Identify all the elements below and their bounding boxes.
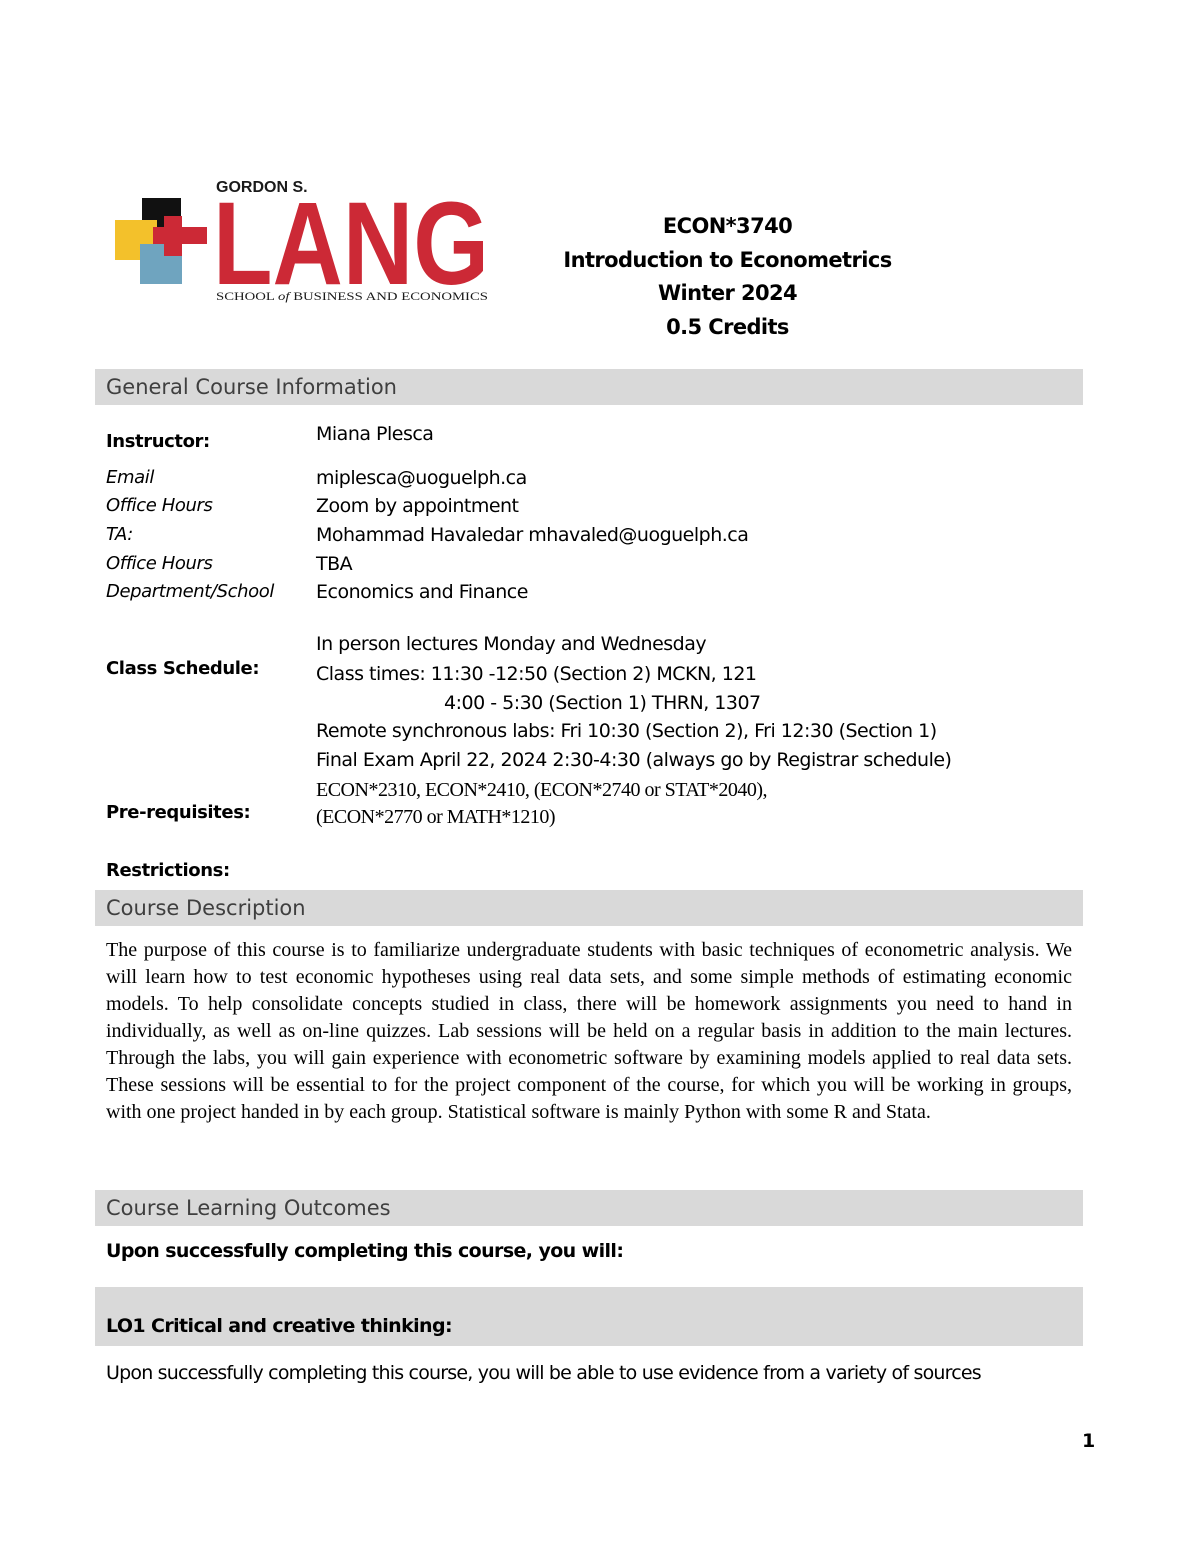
lang-school-logo — [115, 176, 490, 306]
ta-value: Mohammad Havaledar mhavaled@uoguelph.ca — [316, 524, 749, 546]
logo-sub-text-school: SCHOOL — [216, 289, 264, 303]
page-number: 1 — [1082, 1430, 1096, 1452]
course-title-block — [480, 210, 975, 344]
lo1-title: LO1 Critical and creative thinking: — [106, 1315, 452, 1337]
department-label: Department/School — [106, 581, 274, 602]
department-value: Economics and Finance — [316, 581, 528, 603]
section-learning-outcomes: Course Learning Outcomes — [95, 1190, 1083, 1226]
office-hours-value: Zoom by appointment — [316, 495, 519, 517]
course-term: Winter 2024 — [657, 281, 798, 306]
ta-office-hours-label: Office Hours — [106, 553, 213, 574]
instructor-value: Miana Plesca — [316, 423, 434, 445]
logo-sub-text — [216, 289, 488, 303]
lo1-bar — [95, 1287, 1083, 1346]
prerequisites-label: Pre-requisites: — [106, 802, 251, 823]
logo-sub-text-of: of — [278, 289, 288, 303]
prerequisites-line: (ECON*2770 or MATH*1210) — [316, 806, 556, 828]
schedule-line: 4:00 - 5:30 (Section 1) THRN, 1307 — [444, 692, 761, 714]
email-value[interactable]: miplesca@uoguelph.ca — [316, 467, 527, 489]
logo-red-bar-vertical — [164, 216, 182, 256]
restrictions-label: Restrictions: — [106, 860, 230, 881]
lo1-text: Upon successfully completing this course, you will be able to use evidence from a variety of sources — [106, 1362, 981, 1384]
course-credits: 0.5 Credits — [666, 314, 789, 339]
office-hours-label: Office Hours — [106, 495, 213, 516]
ta-office-hours-value: TBA — [316, 553, 353, 575]
class-schedule-label: Class Schedule: — [106, 658, 260, 679]
schedule-line: Final Exam April 22, 2024 2:30-4:30 (always go by Registrar schedule) — [316, 749, 952, 771]
logo-top-text: GORDON S. — [216, 179, 308, 196]
section-course-description: Course Description — [95, 890, 1083, 926]
email-label: Email — [106, 467, 154, 488]
ta-label: TA: — [106, 524, 133, 545]
schedule-line: Remote synchronous labs: Fri 10:30 (Section 2), Fri 12:30 (Section 1) — [316, 720, 937, 742]
instructor-label: Instructor: — [106, 431, 210, 452]
prerequisites-line: ECON*2310, ECON*2410, (ECON*2740 or STAT*2040), — [316, 779, 767, 801]
course-title: Introduction to Econometrics — [563, 247, 892, 272]
schedule-line: In person lectures Monday and Wednesday — [316, 633, 707, 655]
logo-sub-text-business: BUSINESS AND ECONOMICS — [293, 289, 452, 303]
outcomes-intro: Upon successfully completing this course, you will: — [106, 1240, 624, 1262]
section-general-info: General Course Information — [95, 369, 1083, 405]
course-code: ECON*3740 — [662, 214, 793, 238]
course-description-paragraph: The purpose of this course is to familiarize undergraduate students with basic techniques of econometric analysis. We will learn how to test economic hypotheses using real data sets, and some simple methods of estimating economic models. To help consolidate concepts studied in class, there will be homework assignments you need to hand in individually, as well as on-line quizzes. Lab sessions will be held on a regular basis in addition to the main lectures. Through the labs, you will gain experience with econometric software by examining models applied to real data sets. These sessions will be essential to for the project component of the course, for which you will be working in groups, with one project handed in by each group. Statistical software is mainly Python with some R and Stata. — [106, 939, 1072, 1123]
schedule-line: Class times: 11:30 -12:50 (Section 2) MCKN, 121 — [316, 663, 757, 685]
logo-main-text: LANG — [213, 178, 489, 306]
